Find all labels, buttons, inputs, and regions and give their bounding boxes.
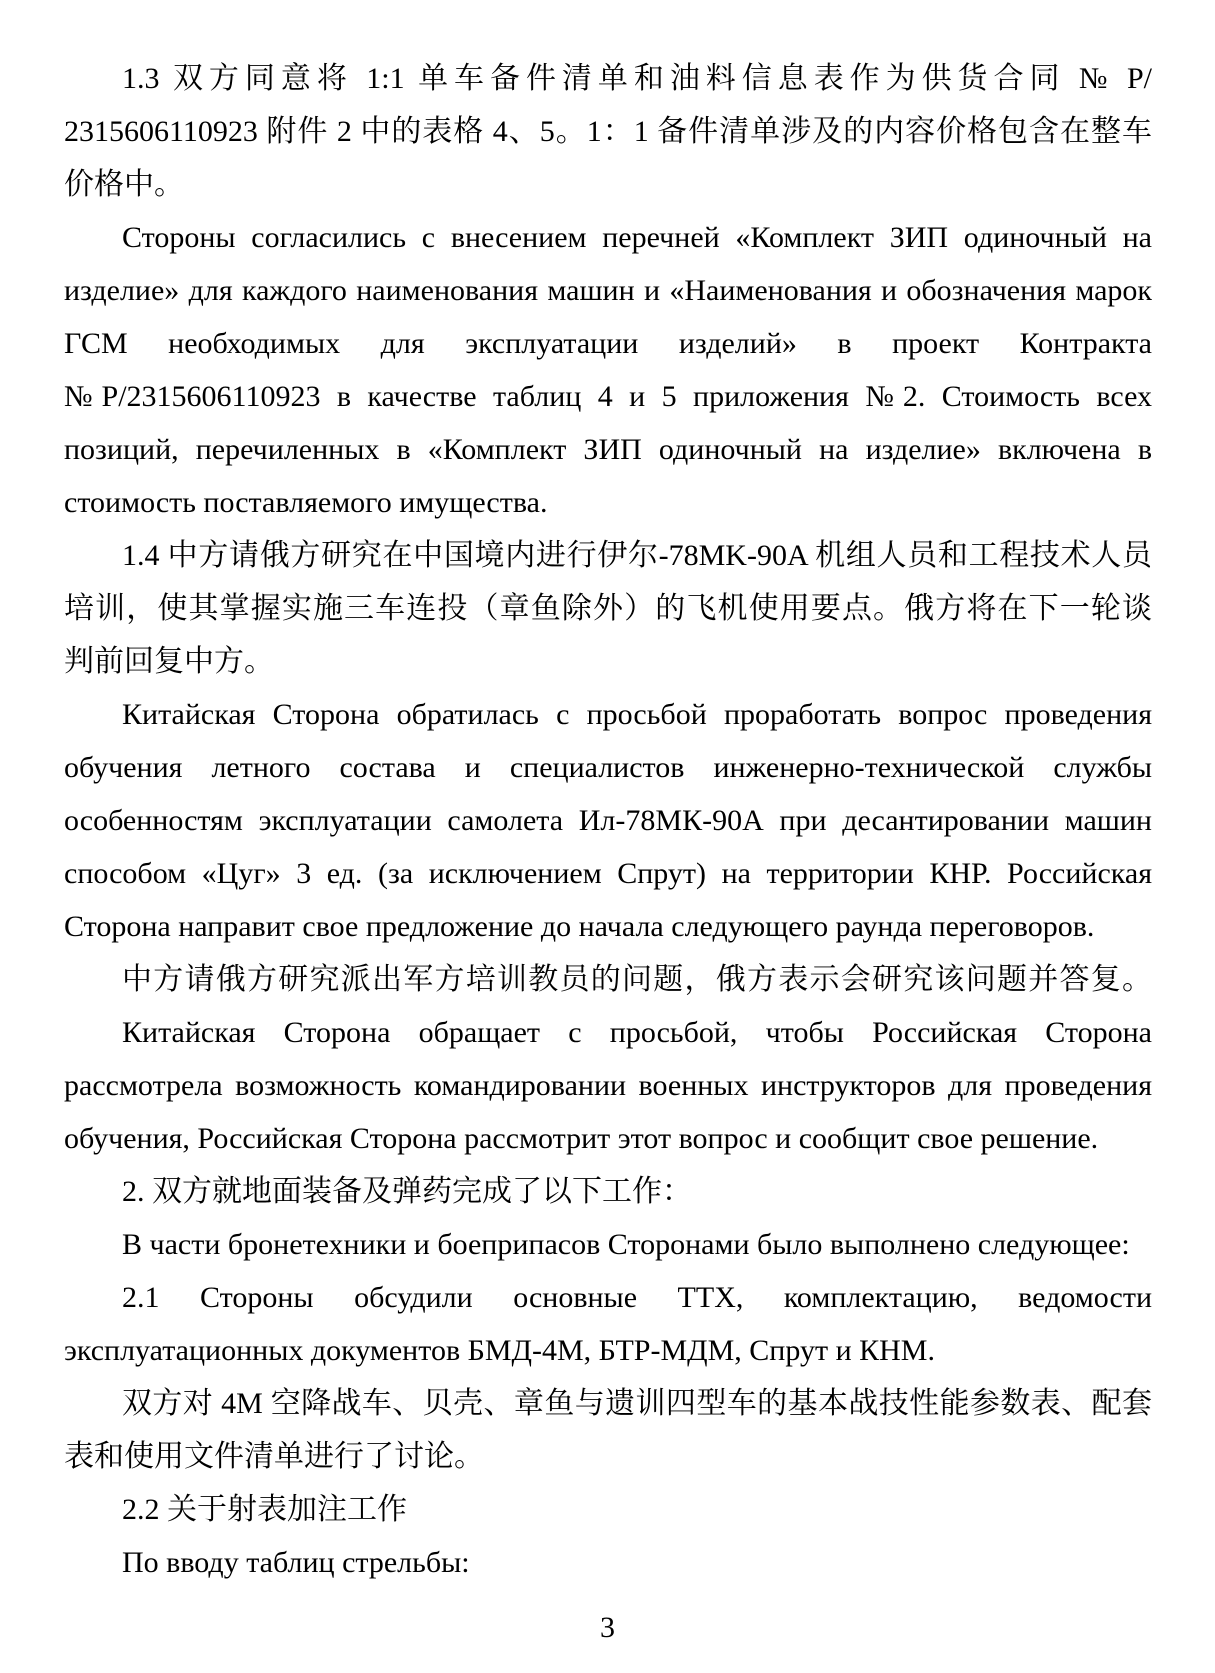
text-line: Китайская Сторона обращает с просьбой, чтобы Российская Сторона: [122, 1016, 1152, 1049]
heading-2-2-zh: [64, 1483, 1152, 1536]
text-line: 培训，使其掌握实施三车连投（章鱼除外）的飞机使用要点。俄方将在下一轮谈: [64, 592, 1152, 625]
clause-1-4-zh: [64, 529, 1152, 688]
text-line: В части бронетехники и боеприпасов Сторонами было выполнено следующее:: [122, 1228, 1130, 1261]
text-line: №Р/2315606110923 в качестве таблиц 4 и 5 приложения №2. Стоимость всех: [64, 380, 1152, 413]
text-line: обучения, Российская Сторона рассмотрит этот вопрос и сообщит свое решение.: [64, 1122, 1099, 1155]
text-line: изделие» для каждого наименования машин и «Наименования и обозначения марок: [64, 274, 1152, 307]
text-line: особенностям эксплуатации самолета Ил-78МК-90А при десантировании машин: [64, 804, 1152, 837]
text-line: способом «Цуг» 3 ед. (за исключением Спрут) на территории КНР. Российская: [64, 857, 1152, 890]
text-line: ГСМ необходимых для эксплуатации изделий» в проект Контракта: [64, 327, 1152, 360]
page-number: 3: [600, 1611, 615, 1644]
text-line: Стороны согласились с внесением перечней «Комплект ЗИП одиночный на: [122, 221, 1152, 254]
text-line: Китайская Сторона обратилась с просьбой проработать вопрос проведения: [122, 698, 1152, 731]
clause-1-3-ru: [64, 211, 1152, 529]
text-line: Сторона направит свое предложение до начала следующего раунда переговоров.: [64, 910, 1095, 943]
text-line: 中方请俄方研究派出军方培训教员的问题，俄方表示会研究该问题并答复。: [122, 963, 1152, 996]
text-line: 双方对 4M 空降战车、贝壳、章鱼与遗训四型车的基本战技性能参数表、配套: [122, 1387, 1152, 1420]
text-line: 表和使用文件清单进行了讨论。: [64, 1440, 484, 1473]
clause-2-1-ru: [64, 1271, 1152, 1377]
clause-1-3-zh: [64, 52, 1152, 211]
text-line: По вводу таблиц стрельбы:: [122, 1546, 470, 1579]
text-line: позиций, перечиленных в «Комплект ЗИП одиночный на изделие» включена в: [64, 433, 1152, 466]
clause-1-4-ru: [64, 688, 1152, 953]
para-2-intro-ru: [64, 1218, 1152, 1271]
section-heading: 2. 双方就地面装备及弹药完成了以下工作：: [122, 1175, 692, 1208]
text-line: 1.4 中方请俄方研究在中国境内进行伊尔-78MK-90A 机组人员和工程技术人员: [122, 539, 1152, 572]
clause-2-1-zh: [64, 1377, 1152, 1483]
document-page-body: [64, 52, 1152, 1589]
para-firing-tables-ru: [64, 1536, 1152, 1589]
text-line: эксплуатационных документов БМД-4М, БТР-МДМ, Спрут и КНМ.: [64, 1334, 935, 1367]
text-line: 1.3 双方同意将 1:1 单车备件清单和油料信息表作为供货合同 № P/: [122, 62, 1152, 95]
para-military-trainers-zh: [64, 953, 1152, 1006]
text-line: 判前回复中方。: [64, 645, 274, 678]
text-line: стоимость поставляемого имущества.: [64, 486, 548, 519]
para-military-trainers-ru: [64, 1006, 1152, 1165]
heading-2-zh: [64, 1165, 1152, 1218]
text-line: 2315606110923 附件 2 中的表格 4、5。1：1 备件清单涉及的内容价格包含在整车: [64, 115, 1152, 148]
section-heading: 2.2 关于射表加注工作: [122, 1493, 407, 1526]
text-line: рассмотрела возможность командировании военных инструкторов для проведения: [64, 1069, 1152, 1102]
text-line: 2.1 Стороны обсудили основные ТТХ, комплектацию, ведомости: [122, 1281, 1152, 1314]
text-line: обучения летного состава и специалистов инженерно-технической службы: [64, 751, 1152, 784]
text-line: 价格中。: [64, 168, 184, 201]
